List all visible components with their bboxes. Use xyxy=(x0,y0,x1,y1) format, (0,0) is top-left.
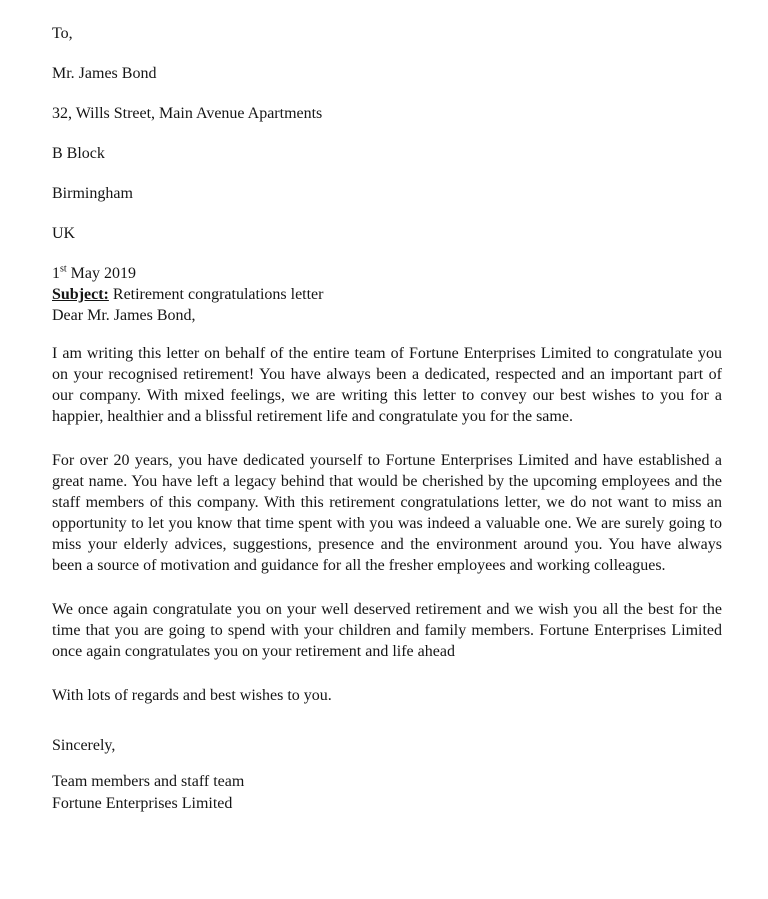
recipient-address-block xyxy=(52,23,722,244)
signature-block xyxy=(52,771,722,814)
date-line xyxy=(52,263,722,284)
recipient-city: Birmingham xyxy=(52,185,133,202)
subject-text: Retirement congratulations letter xyxy=(108,286,324,303)
letter-meta-block xyxy=(52,263,722,326)
sign-off-line: Sincerely, xyxy=(52,737,116,754)
date-ordinal: st xyxy=(60,263,67,275)
recipient-street: 32, Wills Street, Main Avenue Apartments xyxy=(52,105,323,122)
closing-block xyxy=(52,735,722,814)
recipient-block: B Block xyxy=(52,145,105,162)
greeting-line: Dear Mr. James Bond, xyxy=(52,307,196,324)
body-paragraph-2: For over 20 years, you have dedicated yourself to Fortune Enterprises Limited and have established a great name. You have left a legacy behind that would be cherished by the upcoming employees and the staff members of this company. With this retirement congratulations letter, we do not want to miss an opportunity to let you know that time spent with you was indeed a valuable one. We are surely going to miss your elderly advices, suggestions, presence and the environment around you. You have always been a source of motivation and guidance for all the fresher employees and working colleagues. xyxy=(52,452,722,574)
recipient-name: Mr. James Bond xyxy=(52,65,157,82)
body-paragraph-1: I am writing this letter on behalf of the entire team of Fortune Enterprises Limited to congratulate you on your recognised retirement! You have always been a dedicated, respected and an important part of our company. With mixed feelings, we are writing this letter to convey our best wishes to you for a happier, healthier and a blissful retirement life and congratulate you for the same. xyxy=(52,345,722,425)
letter-body xyxy=(52,343,722,706)
date-day: 1 xyxy=(52,265,60,282)
address-to-line: To, xyxy=(52,25,73,42)
regards-line: With lots of regards and best wishes to you. xyxy=(52,687,332,704)
subject-line xyxy=(52,284,722,305)
subject-label: Subject: xyxy=(52,286,109,303)
recipient-country: UK xyxy=(52,225,76,242)
date-rest: May 2019 xyxy=(66,265,136,282)
signature-team: Team members and staff team xyxy=(52,773,245,790)
signature-company: Fortune Enterprises Limited xyxy=(52,795,233,812)
body-paragraph-3: We once again congratulate you on your well deserved retirement and we wish you all the best for the time that you are going to spend with your children and family members. Fortune Enterprises Limited once again congratulates you on your retirement and life ahead xyxy=(52,601,722,660)
